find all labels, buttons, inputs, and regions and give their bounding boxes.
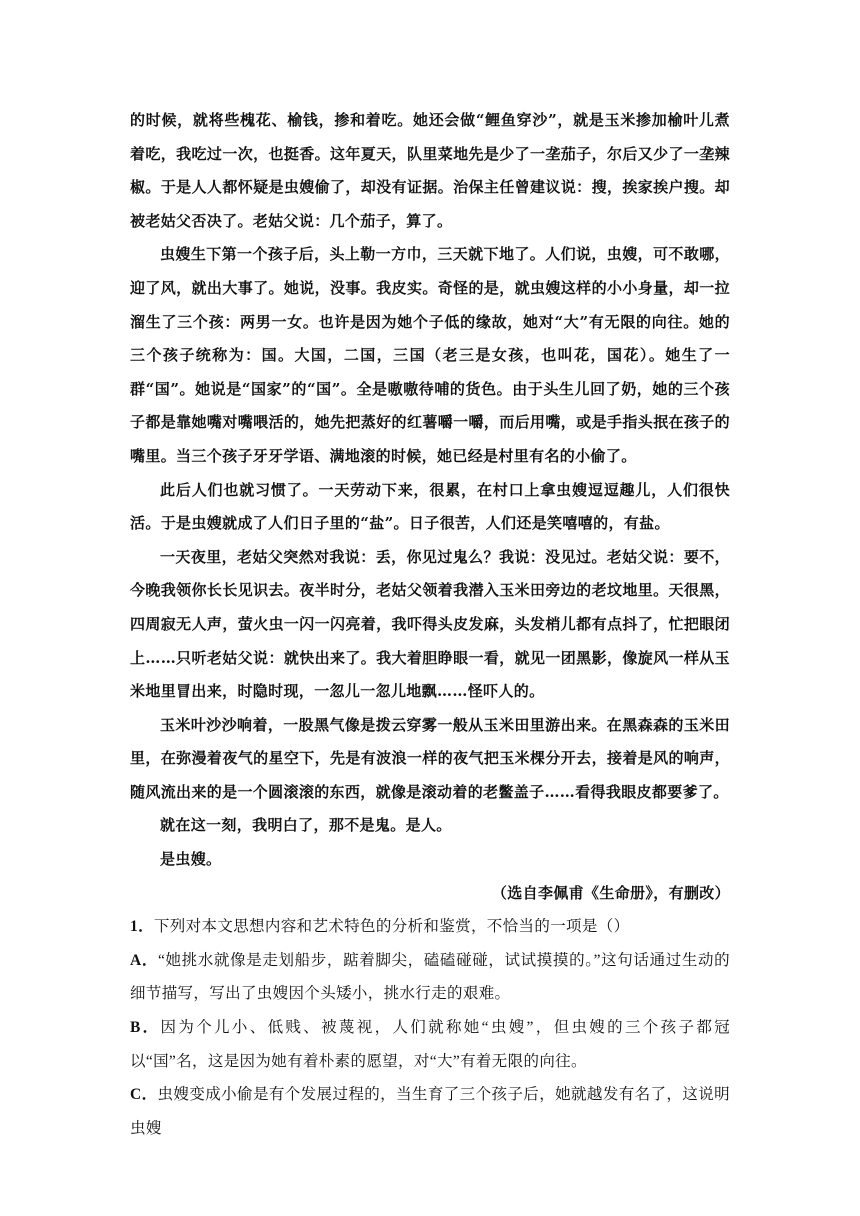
option-a-letter: A． bbox=[130, 951, 158, 969]
passage-paragraph-4: 一天夜里，老姑父突然对我说：丢，你见过鬼么？我说：没见过。老姑父说：要不，今晚我领你长长见识去。夜半时分，老姑父领着我潜入玉米田旁边的老坟地里。天很黑，四周寂无人声，萤火虫一闪一闪亮着，我吓得头皮发麻，头发梢儿都有点抖了，忙把眼闭上……只听老姑父说：就快出来了。我大着胆睁眼一看，就见一团黑影，像旋风一样从玉米地里冒出来，时隐时现，一忽儿一忽儿地飘……怪吓人的。 bbox=[130, 547, 730, 701]
question-stem-text: 下列对本文思想内容和艺术特色的分析和鉴赏，不恰当的一项是（） bbox=[153, 918, 630, 936]
passage-source: （选自李佩甫《生命册》，有删改） bbox=[491, 883, 730, 902]
option-c bbox=[130, 1078, 730, 1145]
option-c-text: 虫嫂变成小偷是有个发展过程的，当生育了三个孩子后，她就越发有名了，这说明虫嫂 bbox=[130, 1086, 730, 1137]
option-b-letter: B． bbox=[130, 1019, 161, 1037]
option-b bbox=[130, 1011, 730, 1078]
question-stem bbox=[130, 910, 730, 944]
passage-paragraph-3: 此后人们也就习惯了。一天劳动下来，很累，在村口上拿虫嫂逗逗趣儿，人们很快活。于是虫嫂就成了人们日子里的“盐”。日子很苦，人们还是笑嘻嘻的，有盐。 bbox=[130, 480, 730, 533]
passage-paragraph-5: 玉米叶沙沙响着，一股黑气像是拨云穿雾一般从玉米田里游出来。在黑森森的玉米田里，在弥漫着夜气的星空下，先是有波浪一样的夜气把玉米棵分开去，接着是风的响声，随风流出来的是一个圆滚滚的东西，就像是滚动着的老鳖盖子……看得我眼皮都要爹了。 bbox=[130, 715, 730, 801]
option-c-letter: C． bbox=[130, 1086, 158, 1104]
passage-paragraph-2: 虫嫂生下第一个孩子后，头上勒一方巾，三天就下地了。人们说，虫嫂，可不敢哪，迎了风，就出大事了。她说，没事。我皮实。奇怪的是，就虫嫂这样的小小身量，却一拉溜生了三个孩：两男一女。也许是因为她个子低的缘故，她对“大”有无限的向往。她的三个孩子统称为：国。大国，二国，三国（老三是女孩，也叫花，国花）。她生了一群“国”。她说是“国家”的“国”。全是嗷嗷待哺的货色。由于头生儿回了奶，她的三个孩子都是靠她嘴对嘴喂活的，她先把蒸好的红薯嚼一嚼，而后用嘴，或是手指头抿在孩子的嘴里。当三个孩子牙牙学语、满地滚的时候，她已经是村里有名的小偷了。 bbox=[130, 245, 730, 465]
option-a-text: “她挑水就像是走划船步，踮着脚尖，磕磕碰碰，试试摸摸的。”这句话通过生动的细节描写，写出了虫嫂因个头矮小，挑水行走的艰难。 bbox=[130, 951, 730, 1003]
option-a bbox=[130, 944, 730, 1011]
passage-paragraph-6: 就在这一刻，我明白了，那不是鬼。是人。 bbox=[160, 816, 452, 835]
passage-body bbox=[130, 104, 730, 1145]
question-1 bbox=[130, 910, 730, 1145]
option-b-text: 因为个儿小、低贱、被蔑视，人们就称她“虫嫂”，但虫嫂的三个孩子都冠以“国”名，这是因为她有着朴素的愿望，对“大”有着无限的向往。 bbox=[130, 1019, 731, 1070]
question-number: 1． bbox=[130, 918, 154, 936]
passage-paragraph-7: 是虫嫂。 bbox=[160, 850, 222, 869]
passage-paragraph-1: 的时候，就将些槐花、榆钱，掺和着吃。她还会做“鲤鱼穿沙”，就是玉米掺加榆叶儿煮着吃，我吃过一次，也挺香。这年夏天，队里菜地先是少了一垄茄子，尔后又少了一垄辣椒。于是人人都怀疑是虫嫂偷了，却没有证据。治保主任曾建议说：搜，挨家挨户搜。却被老姑父否决了。老姑父说：几个茄子，算了。 bbox=[130, 111, 730, 230]
